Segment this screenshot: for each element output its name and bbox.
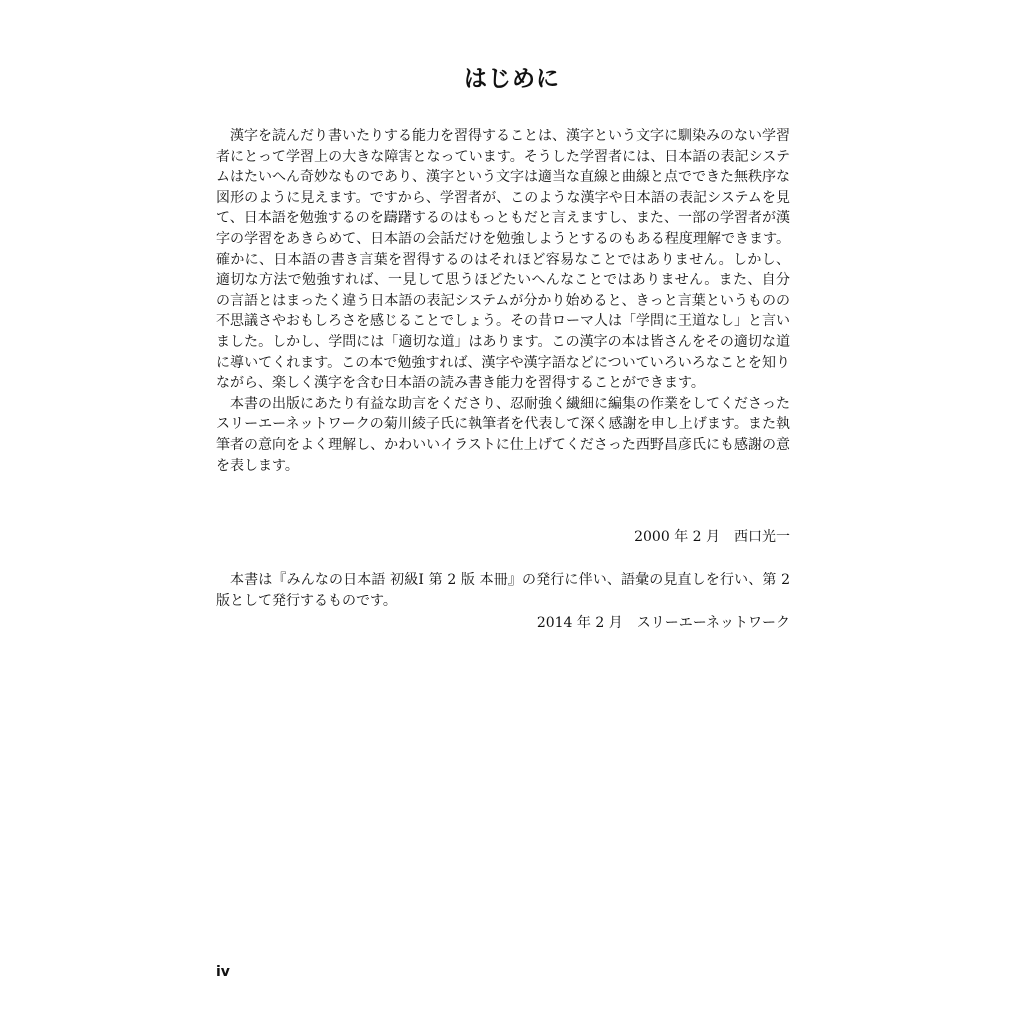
second-edition-note: [216, 570, 790, 612]
author-signature: 2000 年 2 月 西口光一: [634, 529, 790, 545]
second-edition-note-text: 本書は『みんなの日本語 初級Ⅰ 第 2 版 本冊』の発行に伴い、語彙の見直しを行い、第 2 版として発行するものです。: [216, 572, 790, 609]
acknowledgement-paragraph: 本書の出版にあたり有益な助言をくださり、忍耐強く繊細に編集の作業をしてくださったスリーエーネットワークの菊川綾子氏に執筆者を代表して深く感謝を申し上げます。また執筆者の意向をよく理解し、かわいいイラストに仕上げてくださった西野昌彦氏にも感謝の意を表します。: [216, 395, 790, 474]
page-number: iv: [216, 964, 230, 980]
body-text: [216, 126, 790, 476]
page-title: はじめに: [464, 66, 560, 92]
publisher-signature: 2014 年 2 月 スリーエーネットワーク: [536, 615, 790, 631]
intro-paragraph: 漢字を読んだり書いたりする能力を習得することは、漢字という文字に馴染みのない学習者にとって学習上の大きな障害となっています。そうした学習者には、日本語の表記システムはたいへん奇妙なものであり、漢字という文字は適当な直線と曲線と点でできた無秩序な図形のように見えます。ですから、学習者が、このような漢字や日本語の表記システムを見て、日本語を勉強するのを躊躇するのはもっともだと言えますし、また、一部の学習者が漢字の学習をあきらめて、日本語の会話だけを勉強しようとするのもある程度理解できます。確かに、日本語の書き言葉を習得するのはそれほど容易なことではありません。しかし、適切な方法で勉強すれば、一見して思うほどたいへんなことではありません。また、自分の言語とはまったく違う日本語の表記システムが分かり始めると、きっと言葉というものの不思議さやおもしろさを感じることでしょう。その昔ローマ人は「学問に王道なし」と言いました。しかし、学問には「適切な道」はあります。この漢字の本は皆さんをその適切な道に導いてくれます。この本で勉強すれば、漢字や漢字語などについていろいろなことを知りながら、楽しく漢字を含む日本語の読み書き能力を習得することができます。: [216, 128, 790, 392]
